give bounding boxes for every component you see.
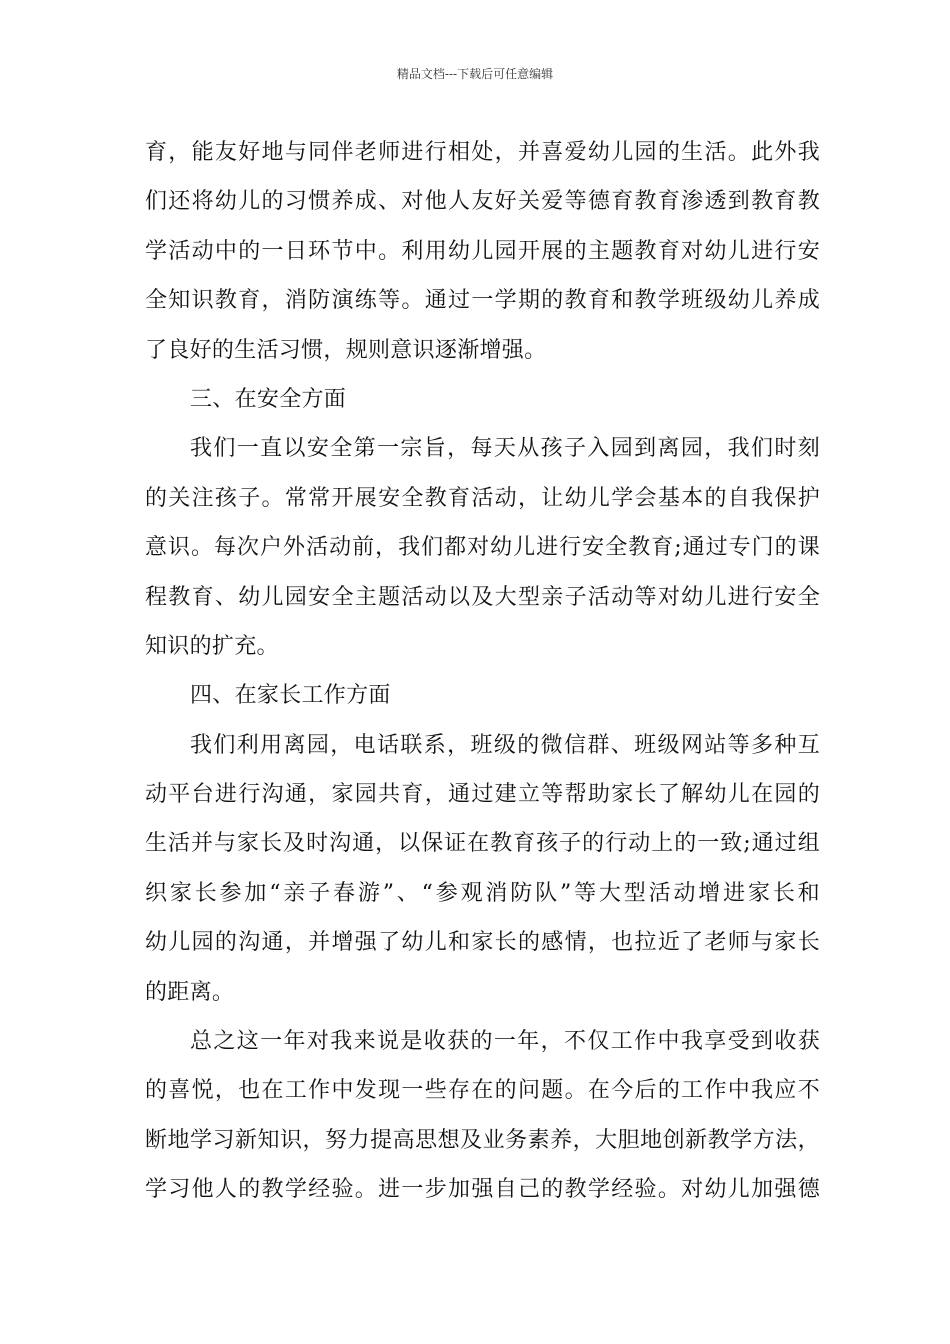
text-line: 总之这一年对我来说是收获的一年，不仅工作中我享受到收获 (190, 1029, 820, 1055)
text-line: 幼儿园的沟通，并增强了幼儿和家长的感情，也拉近了老师与家长 (145, 930, 820, 956)
text-line: 育，能友好地与同伴老师进行相处，并喜爱幼儿园的生活。此外我 (145, 140, 820, 165)
text-line: 了良好的生活习惯，规则意识逐渐增强。 (145, 337, 547, 363)
text-line: 的距离。 (145, 979, 235, 1005)
text-line: 我们一直以安全第一宗旨，每天从孩子入园到离园，我们时刻 (190, 436, 820, 462)
document-body (145, 128, 820, 1215)
text-line: 三、在安全方面 (190, 386, 347, 412)
text-line: 的关注孩子。常常开展安全教育活动，让幼儿学会基本的自我保护 (145, 485, 820, 511)
text-line: 生活并与家长及时沟通，以保证在教育孩子的行动上的一致;通过组 (145, 831, 820, 857)
text-line: 织家长参加“亲子春游”、“参观消防队”等大型活动增进家长和 (145, 880, 820, 906)
text-line: 知识的扩充。 (145, 633, 279, 659)
text-line: 动平台进行沟通，家园共育，通过建立等帮助家长了解幼儿在园的 (145, 782, 820, 808)
text-line: 意识。每次户外活动前，我们都对幼儿进行安全教育;通过专门的课 (145, 535, 820, 561)
text-line: 程教育、幼儿园安全主题活动以及大型亲子活动等对幼儿进行安全 (145, 584, 820, 610)
text-line: 全知识教育，消防演练等。通过一学期的教育和教学班级幼儿养成 (145, 288, 820, 314)
text-line: 断地学习新知识，努力提高思想及业务素养，大胆地创新教学方法， (145, 1127, 820, 1153)
text-line: 们还将幼儿的习惯养成、对他人友好关爱等德育教育渗透到教育教 (145, 189, 820, 215)
text-line: 我们利用离园，电话联系，班级的微信群、班级网站等多种互 (190, 732, 820, 758)
text-line: 学活动中的一日环节中。利用幼儿园开展的主题教育对幼儿进行安 (145, 238, 820, 264)
page-header: 精品文档---下载后可任意编辑 (396, 67, 554, 81)
text-line: 四、在家长工作方面 (190, 683, 391, 709)
text-line: 的喜悦，也在工作中发现一些存在的问题。在今后的工作中我应不 (145, 1078, 820, 1104)
text-line: 学习他人的教学经验。进一步加强自己的教学经验。对幼儿加强德 (145, 1177, 820, 1203)
